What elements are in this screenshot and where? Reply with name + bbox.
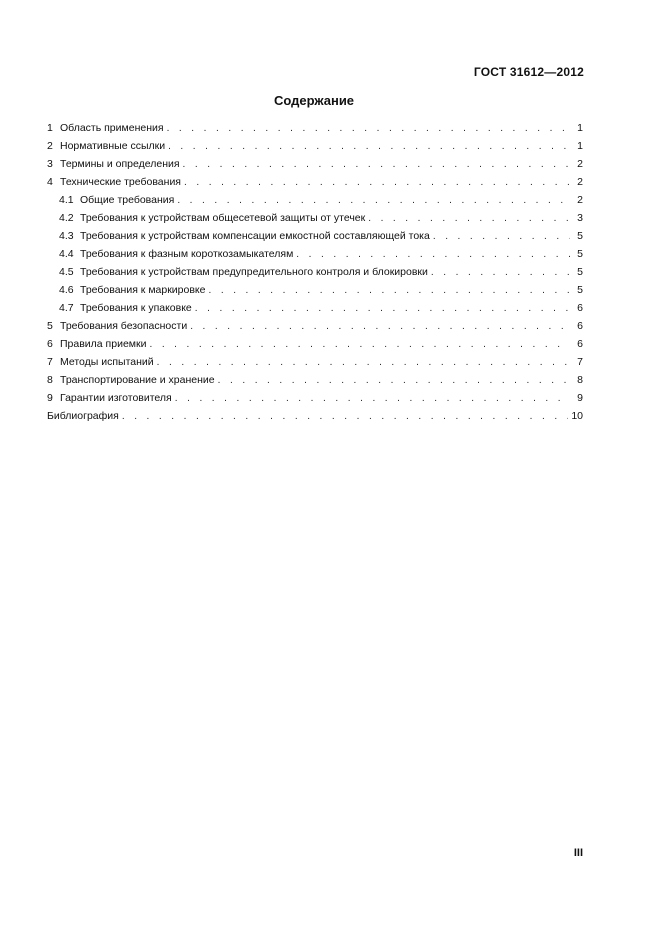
toc-entry-number: 4.3 <box>59 230 74 242</box>
toc-entry-page: 8 <box>577 374 583 386</box>
toc-entry[interactable] <box>47 157 583 175</box>
toc-leader-dots <box>195 302 570 316</box>
toc-entry-title: Область применения <box>60 122 164 134</box>
toc-entry-page: 5 <box>577 284 583 296</box>
toc-entry[interactable] <box>47 121 583 139</box>
toc-leader-dots <box>157 356 570 370</box>
toc-entry-page: 2 <box>577 158 583 170</box>
toc-entry-number: 4.4 <box>59 248 74 260</box>
toc-title: Содержание <box>273 93 355 108</box>
toc-leader-dots <box>167 122 570 136</box>
toc-entry-number: 4.6 <box>59 284 74 296</box>
toc-entry-title: Методы испытаний <box>60 356 154 368</box>
toc-entry-number: 7 <box>47 356 53 368</box>
toc-entry-title: Гарантии изготовителя <box>60 392 172 404</box>
toc-entry-number: 4.1 <box>59 194 74 206</box>
toc-entry-number: 3 <box>47 158 53 170</box>
toc-entry-page: 1 <box>577 122 583 134</box>
toc-entry-number: 4.2 <box>59 212 74 224</box>
toc-entry-number: 2 <box>47 140 53 152</box>
standard-code: ГОСТ 31612—2012 <box>473 65 584 79</box>
toc-entry-page: 5 <box>577 266 583 278</box>
toc-entry-title: Термины и определения <box>60 158 180 170</box>
toc-entry-page: 2 <box>577 176 583 188</box>
page-number: III <box>573 847 583 859</box>
toc-leader-dots <box>122 410 568 424</box>
toc-entry-number: 4 <box>47 176 53 188</box>
toc-subentry[interactable] <box>47 247 583 265</box>
toc-entry[interactable] <box>47 355 583 373</box>
toc-subentry[interactable] <box>47 301 583 319</box>
toc-entry-page: 7 <box>577 356 583 368</box>
toc-entry-number: 8 <box>47 374 53 386</box>
toc-entry-title: Требования к устройствам общесетевой защиты от утечек <box>80 212 366 224</box>
toc-entry-title: Правила приемки <box>60 338 147 350</box>
toc-entry[interactable] <box>47 337 583 355</box>
toc-entry-title: Требования к устройствам компенсации емкостной составляющей тока <box>80 230 430 242</box>
toc-subentry[interactable] <box>47 211 583 229</box>
toc-leader-dots <box>433 230 570 244</box>
toc-entry-number: 6 <box>47 338 53 350</box>
toc-entry-page: 5 <box>577 248 583 260</box>
toc-entry-title: Транспортирование и хранение <box>60 374 215 386</box>
toc-entry-title: Требования безопасности <box>60 320 188 332</box>
toc-entry-title: Общие требования <box>80 194 175 206</box>
toc-entry-title: Требования к фазным короткозамыкателям <box>80 248 294 260</box>
toc-entry-title: Требования к маркировке <box>80 284 206 296</box>
toc-leader-dots <box>368 212 570 226</box>
toc-entry-number: 4.5 <box>59 266 74 278</box>
toc-entry[interactable] <box>47 319 583 337</box>
toc-entry[interactable] <box>47 175 583 193</box>
toc-entry-page: 6 <box>577 320 583 332</box>
toc-leader-dots <box>149 338 570 352</box>
toc-entry-number: 4.7 <box>59 302 74 314</box>
toc-entry-title: Требования к упаковке <box>80 302 192 314</box>
toc-leader-dots <box>296 248 570 262</box>
toc-leader-dots <box>175 392 570 406</box>
toc-entry-number: 5 <box>47 320 53 332</box>
toc-entry-page: 2 <box>577 194 583 206</box>
toc-leader-dots <box>431 266 570 280</box>
toc-entry[interactable] <box>47 139 583 157</box>
toc-entry[interactable] <box>47 373 583 391</box>
toc-leader-dots <box>208 284 570 298</box>
toc-leader-dots <box>168 140 570 154</box>
toc-entry-bibliography[interactable] <box>47 409 583 427</box>
toc-entry-title: Требования к устройствам предупредительного контроля и блокировки <box>80 266 428 278</box>
toc-entry-title: Технические требования <box>60 176 181 188</box>
toc-entry-page: 9 <box>577 392 583 404</box>
toc-leader-dots <box>190 320 570 334</box>
toc-entry-title: Нормативные ссылки <box>60 140 166 152</box>
toc-leader-dots <box>177 194 570 208</box>
toc-entry[interactable] <box>47 391 583 409</box>
toc-entry-number: 9 <box>47 392 53 404</box>
toc-entry-page: 1 <box>577 140 583 152</box>
toc-leader-dots <box>183 158 570 172</box>
toc-subentry[interactable] <box>47 193 583 211</box>
toc-entry-page: 3 <box>577 212 583 224</box>
toc-entry-page: 6 <box>577 338 583 350</box>
toc-entry-page: 5 <box>577 230 583 242</box>
toc-subentry[interactable] <box>47 229 583 247</box>
toc-entry-number: 1 <box>47 122 53 134</box>
toc-entry-page: 10 <box>571 410 583 422</box>
toc-leader-dots <box>184 176 570 190</box>
toc-entry-title: Библиография <box>47 410 119 422</box>
toc-entry-page: 6 <box>577 302 583 314</box>
toc-subentry[interactable] <box>47 283 583 301</box>
toc-leader-dots <box>218 374 570 388</box>
table-of-contents <box>47 121 583 427</box>
toc-subentry[interactable] <box>47 265 583 283</box>
